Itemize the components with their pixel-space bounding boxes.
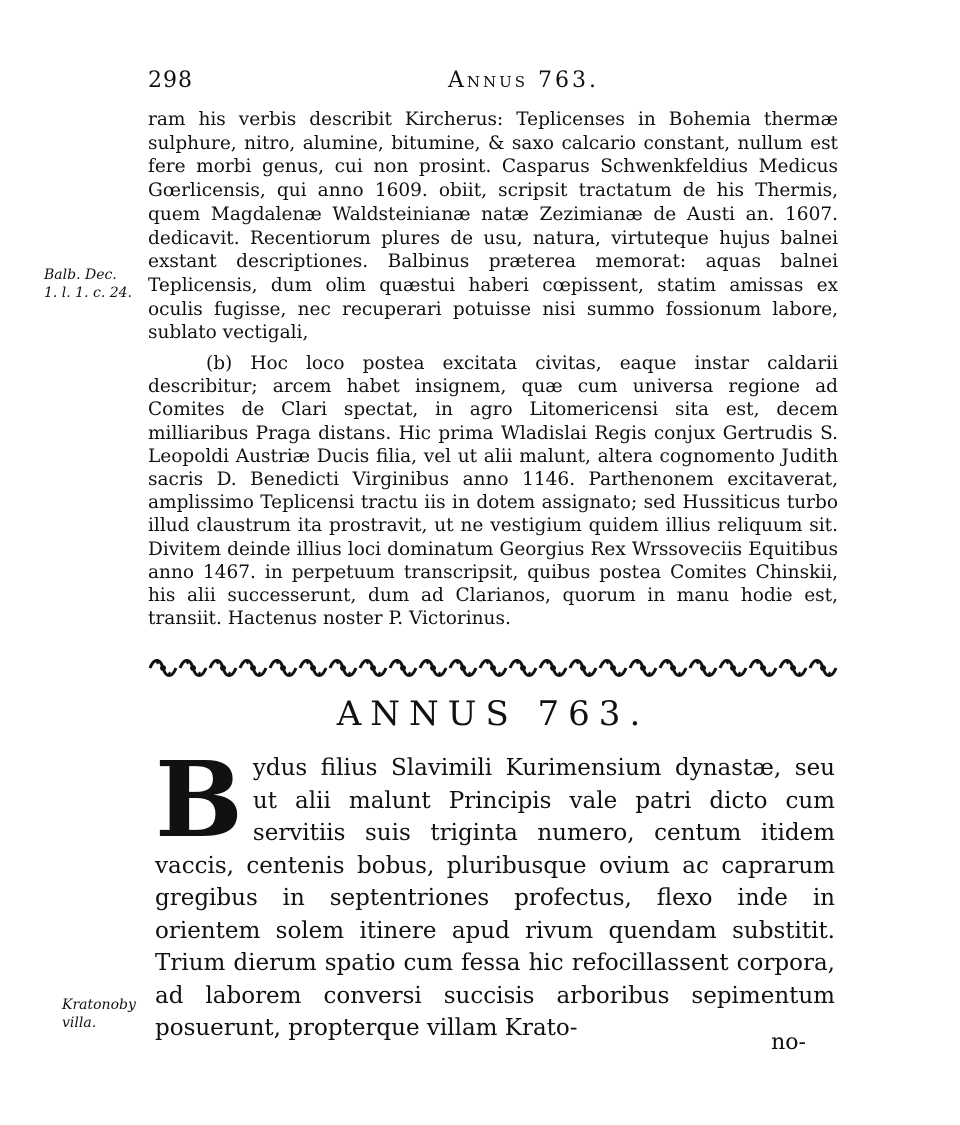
ornament-band-icon — [148, 654, 838, 682]
paragraph-text: ram his verbis describit Kircherus: Teplicenses in Bohemia thermæ sulphure, nitro, alumine, bitumine, & saxo calcario constant, nullum est fere morbi genus, cui non prosint. Casparus Schwenkfeldius Medicus Gœrlicensis, qui anno 1609. obiit, scripsit tractatum de his Thermis, quem Magdalenæ Waldsteinianæ natæ Zezimianæ de Austi an. 1607. dedicavit. Recentiorum plures de usu, natura, virtuteque hujus balnei exstant descriptiones. Balbinus præterea memorat: aquas balnei Teplicensis, dum olim quæstui haberi cœpissent, statim amissas ex oculis fugisse, nec recuperari potuisse nisi summo fossionum labore, sublato vectigali, — [148, 109, 838, 344]
main-paragraph-text — [155, 738, 835, 1045]
margin-note-balbinus — [44, 266, 132, 302]
section-heading: ANNUS 763. — [336, 694, 650, 734]
margin-note-line: villa. — [62, 1015, 97, 1031]
page-header — [148, 68, 828, 102]
continued-paragraph — [148, 108, 838, 345]
drop-cap: B — [155, 738, 243, 861]
margin-note-kratonoby — [62, 996, 136, 1032]
running-title: Annus 763. — [448, 68, 600, 93]
page-number: 298 — [148, 68, 193, 93]
footnote-b — [148, 352, 838, 630]
margin-note-line: Kratonoby — [62, 997, 136, 1013]
footnote-text: (b) Hoc loco postea excitata civitas, eaque instar caldarii describitur; arcem habet insignem, quæ cum universa regione ad Comites de Clari spectat, in agro Litomericensi sita est, decem milliaribus Praga distans. Hic prima Wladislai Regis conjux Gertrudis S. Leopoldi Austriæ Ducis filia, vel ut alii malunt, altera cognomento Judith sacris D. Benedicti Virginibus anno 1146. Parthenonem excitaverat, amplissimo Teplicensi tractu iis in dotem assignato; sed Hussiticus turbo illud claustrum ita prostravit, ut ne vestigium quidem illius reliquum sit. Divitem deinde illius loci dominatum Georgius Rex Wrssoveciis Equitibus anno 1467. in perpetuum transcripsit, quibus postea Comites Chinskii, his alii successerunt, dum ad Clarianos, quorum in manu hodie est, transiit. Hactenus noster P. Victorinus. — [148, 353, 838, 630]
paragraph-text: ydus filius Slavimili Kurimensium dynastæ, seu ut alii malunt Principis vale patri dicto cum servitiis suis triginta numero, centum itidem vaccis, centenis bobus, pluribusque ovium ac caprarum gregibus in septentriones profectus, flexo inde in orientem solem itinere apud rivum quendam substitit. Trium dierum spatio cum fessa hic refocillassent corpora, ad laborem conversi succisis arboribus sepimentum posuerunt, propterque villam Krato- — [155, 755, 835, 1041]
ornamental-divider — [148, 654, 838, 682]
main-paragraph — [155, 738, 835, 1045]
margin-note-line: Balb. Dec. — [44, 267, 117, 283]
catchword: no- — [771, 1030, 806, 1055]
margin-note-line: 1. l. 1. c. 24. — [44, 285, 132, 301]
